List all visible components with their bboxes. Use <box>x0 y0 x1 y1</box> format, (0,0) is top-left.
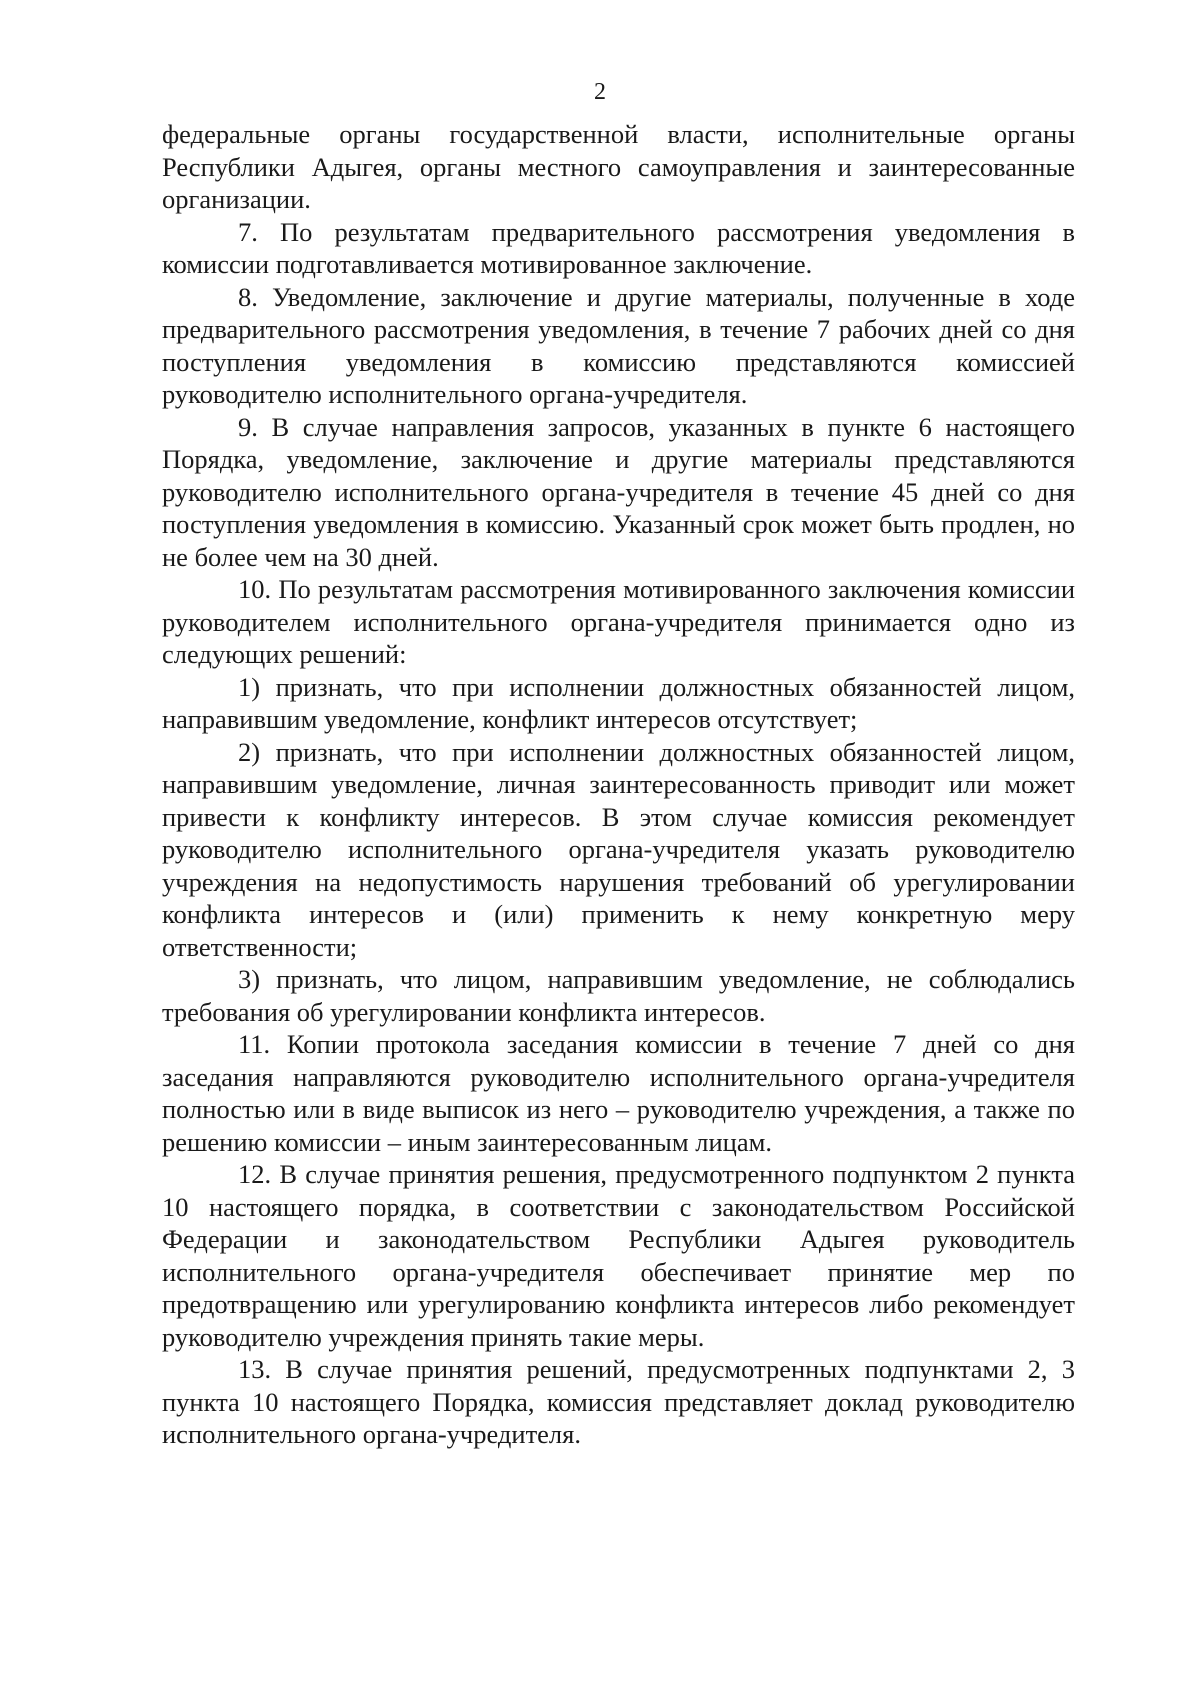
paragraph-subitem-2: 2) признать, что при исполнении должностных обязанностей лицом, направившим уведомление, личная заинтересованность приводит или может привести к конфликту интересов. В этом случае комиссия рекомендует руководителю исполнительного органа-учредителя указать руководителю учреждения на недопустимость нарушения требований об урегулировании конфликта интересов и (или) применить к нему конкретную меру ответственности; <box>162 736 1075 962</box>
page-number: 2 <box>594 79 606 105</box>
document-body <box>162 118 1075 1451</box>
paragraph-item-12: 12. В случае принятия решения, предусмотренного подпунктом 2 пункта 10 настоящего порядка, в соответствии с законодательством Российской Федерации и законодательством Республики Адыгея руководитель исполнительного органа-учредителя обеспечивает принятие мер по предотвращению или урегулированию конфликта интересов либо рекомендует руководителю учреждения принять такие меры. <box>162 1159 1075 1352</box>
paragraph-item-8: 8. Уведомление, заключение и другие материалы, полученные в ходе предварительного рассмотрения уведомления, в течение 7 рабочих дней со дня поступления уведомления в комиссию представляются комиссией руководителю исполнительного органа-учредителя. <box>162 281 1075 409</box>
paragraph-item-10: 10. По результатам рассмотрения мотивированного заключения комиссии руководителем исполнительного органа-учредителя принимается одно из следующих решений: <box>162 574 1075 669</box>
paragraph-item-11: 11. Копии протокола заседания комиссии в течение 7 дней со дня заседания направляются руководителю исполнительного органа-учредителя полностью или в виде выписок из него – руководителю учреждения, а также по решению комиссии – иным заинтересованным лицам. <box>162 1029 1075 1157</box>
paragraph-item-13: 13. В случае принятия решений, предусмотренных подпунктами 2, 3 пункта 10 настоящего Порядка, комиссия представляет доклад руководителю исполнительного органа-учредителя. <box>162 1354 1075 1449</box>
paragraph-subitem-1: 1) признать, что при исполнении должностных обязанностей лицом, направившим уведомление, конфликт интересов отсутствует; <box>162 671 1075 734</box>
paragraph-item-7: 7. По результатам предварительного рассмотрения уведомления в комиссии подготавливается мотивированное заключение. <box>162 216 1075 279</box>
paragraph-continuation: федеральные органы государственной власти, исполнительные органы Республики Адыгея, органы местного самоуправления и заинтересованные организации. <box>162 119 1075 214</box>
paragraph-item-9: 9. В случае направления запросов, указанных в пункте 6 настоящего Порядка, уведомление, заключение и другие материалы представляются руководителю исполнительного органа-учредителя в течение 45 дней со дня поступления уведомления в комиссию. Указанный срок может быть продлен, но не более чем на 30 дней. <box>162 411 1075 572</box>
paragraph-subitem-3: 3) признать, что лицом, направившим уведомление, не соблюдались требования об урегулировании конфликта интересов. <box>162 964 1075 1027</box>
